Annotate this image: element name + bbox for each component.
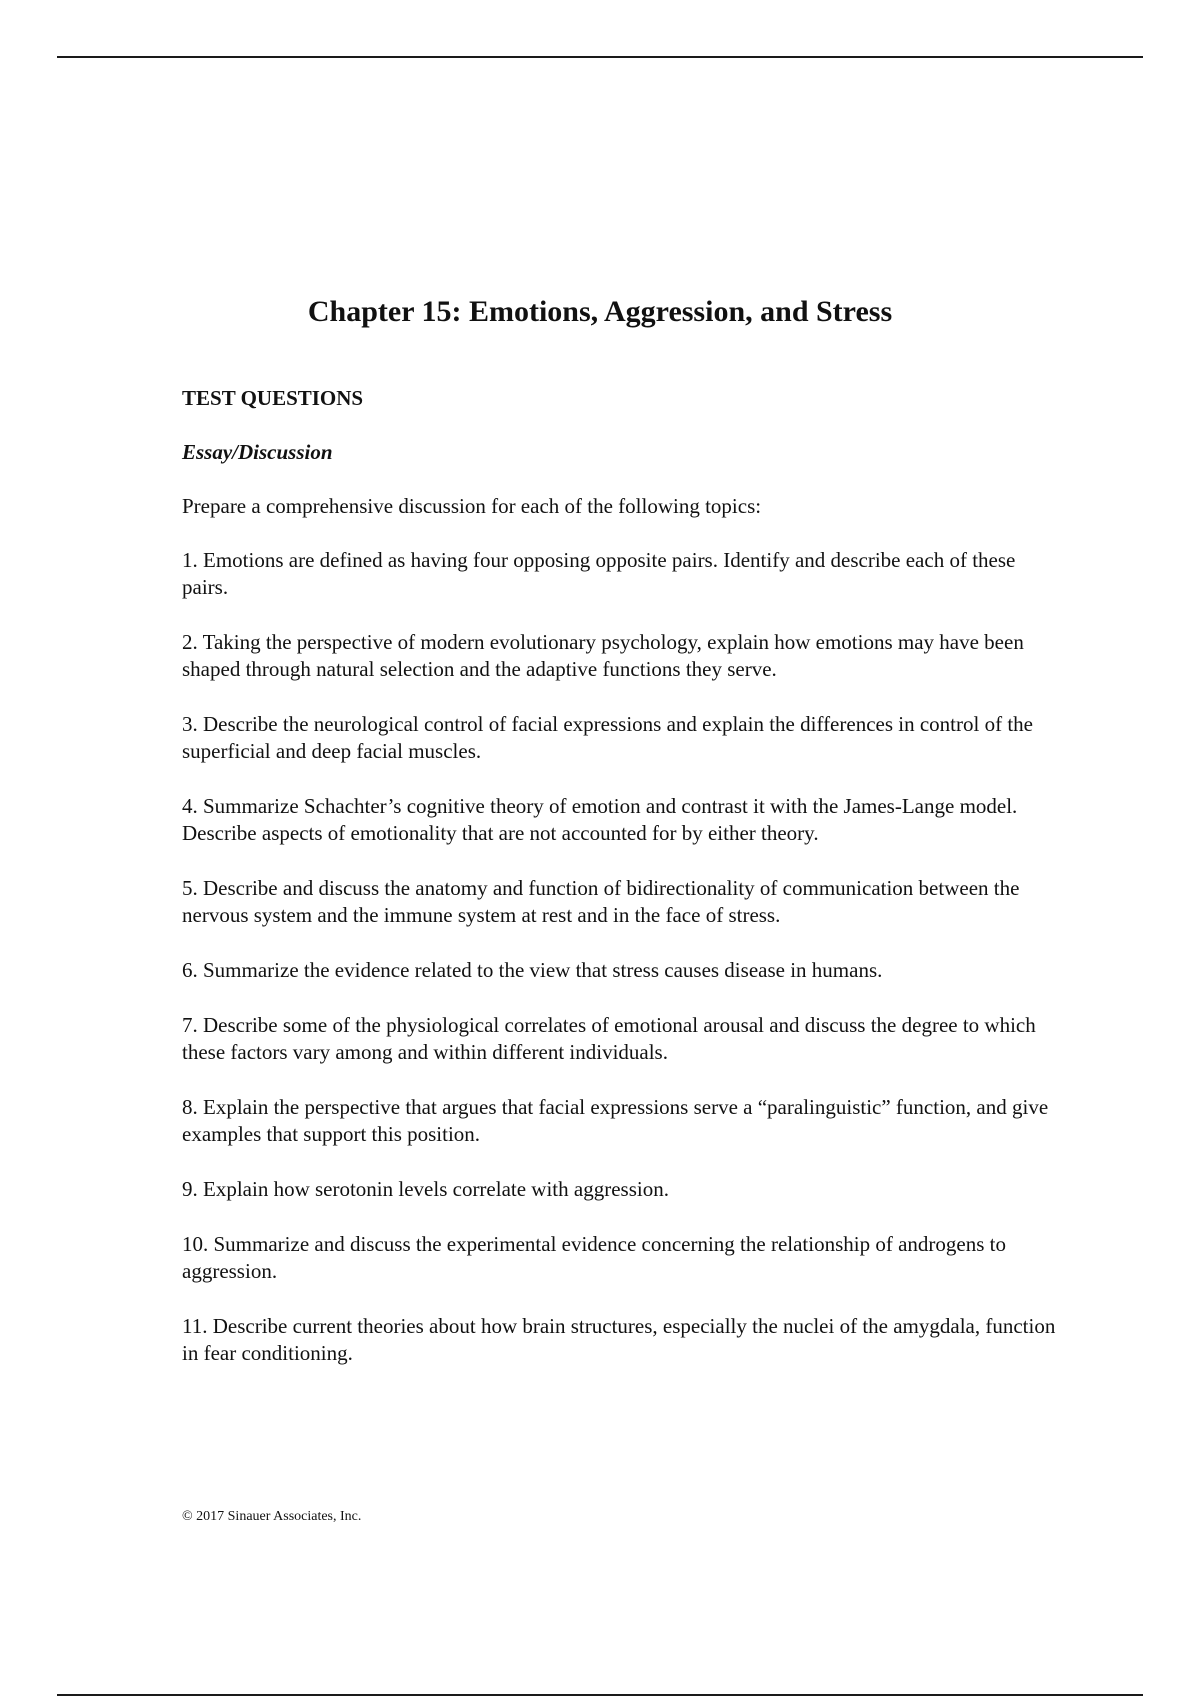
- bottom-rule: [57, 1694, 1143, 1696]
- question-item-1: 1. Emotions are defined as having four opposing opposite pairs. Identify and describe each of these pairs.: [182, 548, 1016, 599]
- question-item-4: 4. Summarize Schachter’s cognitive theory of emotion and contrast it with the James-Lange model. Describe aspects of emotionality that are not accounted for by either theory.: [182, 794, 1018, 845]
- intro-text: Prepare a comprehensive discussion for each of the following topics:: [182, 494, 762, 518]
- question-item-6: 6. Summarize the evidence related to the view that stress causes disease in humans.: [182, 958, 883, 982]
- question-item-11: 11. Describe current theories about how brain structures, especially the nuclei of the amygdala, function in fear conditioning.: [182, 1314, 1056, 1365]
- document-body: [182, 384, 1062, 1395]
- question-item-10: 10. Summarize and discuss the experimental evidence concerning the relationship of androgens to aggression.: [182, 1232, 1006, 1283]
- page-title: Chapter 15: Emotions, Aggression, and Stress: [307, 295, 893, 328]
- question-item-9: 9. Explain how serotonin levels correlate with aggression.: [182, 1177, 669, 1201]
- question-item-2: 2. Taking the perspective of modern evolutionary psychology, explain how emotions may have been shaped through natural selection and the adaptive functions they serve.: [182, 630, 1024, 681]
- question-item-7: 7. Describe some of the physiological correlates of emotional arousal and discuss the degree to which these factors vary among and within different individuals.: [182, 1013, 1036, 1064]
- question-item-3: 3. Describe the neurological control of facial expressions and explain the differences in control of the superficial and deep facial muscles.: [182, 712, 1033, 763]
- copyright-footer: © 2017 Sinauer Associates, Inc.: [182, 1509, 362, 1524]
- section-heading: TEST QUESTIONS: [182, 386, 364, 410]
- question-list: [182, 547, 1062, 1367]
- question-item-5: 5. Describe and discuss the anatomy and function of bidirectionality of communication between the nervous system and the immune system at rest and in the face of stress.: [182, 876, 1020, 927]
- question-item-8: 8. Explain the perspective that argues that facial expressions serve a “paralinguistic” function, and give examples that support this position.: [182, 1095, 1049, 1146]
- top-rule: [57, 56, 1143, 58]
- sub-heading: Essay/Discussion: [182, 440, 333, 464]
